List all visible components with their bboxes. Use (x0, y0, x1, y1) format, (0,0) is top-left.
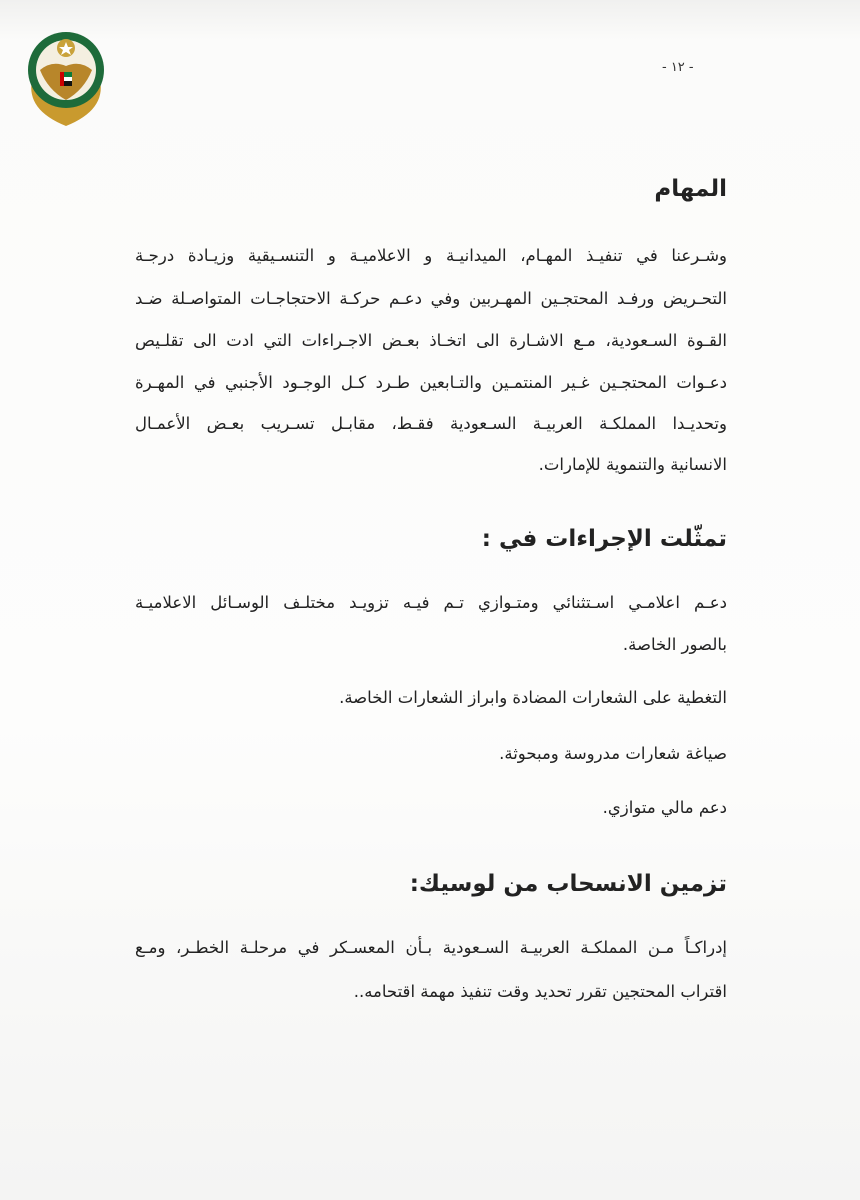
paragraph-line: القـوة السـعودية، مـع الاشـارة الى اتخـاذ بعـض الاجـراءات التي ادت الى تقلـيص (135, 331, 727, 350)
paragraph-line: التحـريض ورفـد المحتجـين المهـربين وفي دعـم حركـة الاحتجاجـات المتواصـلة ضـد (135, 289, 727, 308)
page-number: - ١٢ - (662, 60, 694, 75)
paragraph-line: إدراكـاً مـن المملكـة العربيـة السـعودية بـأن المعسـكر في مرحلـة الخطـر، ومـع (135, 938, 727, 957)
measure-item: دعم مالي متوازي. (602, 798, 727, 817)
section-title-withdrawal: تزمين الانسحاب من لوسيك: (409, 871, 727, 897)
paragraph-line: دعـوات المحتجـين غـير المنتمـين والتـابعين طـرد كـل الوجـود الأجنبي في المهـرة (135, 373, 727, 392)
section-title-tasks: المهام (654, 176, 727, 202)
section-title-measures: تمثّلت الإجراءات في : (481, 526, 727, 552)
paragraph-line: وشـرعنا في تنفيـذ المهـام، الميدانيـة و الاعلاميـة و التنسـيقية وزيـادة درجـة (135, 246, 727, 265)
measure-item: التغطية على الشعارات المضادة وابراز الشعارات الخاصة. (339, 688, 727, 707)
paragraph-line: وتحديـدا المملكـة العربيـة السـعودية فقـط، مقابـل تسـريب بعـض الأعمـال (135, 414, 727, 433)
measure-item-line: دعـم اعلامـي اسـتثنائي ومتـوازي تـم فيـه تزويـد مختلـف الوسـائل الاعلاميـة (135, 593, 727, 612)
paragraph-line: اقتراب المحتجين تقرر تحديد وقت تنفيذ مهمة اقتحامه.. (353, 982, 727, 1001)
measure-item: صياغة شعارات مدروسة ومبحوثة. (499, 744, 727, 763)
paragraph-line: الانسانية والتنموية للإمارات. (538, 455, 727, 474)
measure-item-line: بالصور الخاصة. (622, 635, 727, 654)
emblem-eagle-logo (22, 30, 110, 128)
